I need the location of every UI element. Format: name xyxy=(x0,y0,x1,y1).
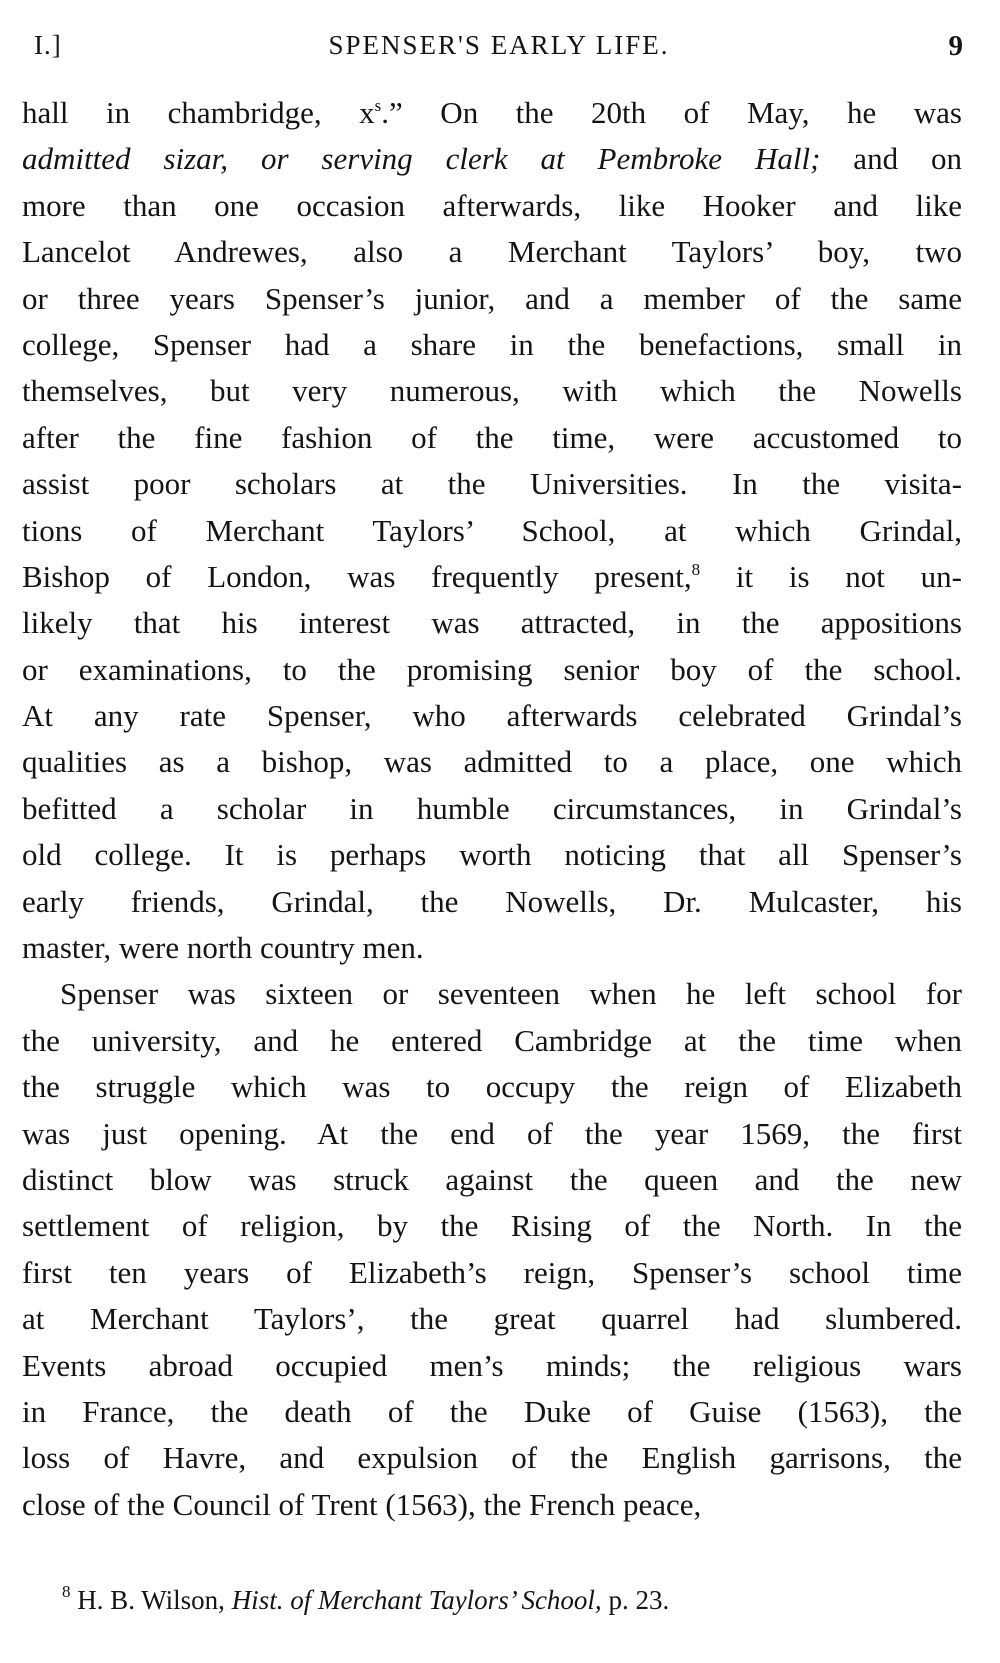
text-run: .” On the 20th of May, he was xyxy=(381,95,962,130)
text-run: it is not un- xyxy=(700,558,962,594)
text-run: and on xyxy=(820,141,962,177)
text-line xyxy=(22,1435,962,1481)
text-line xyxy=(22,739,962,785)
text-line xyxy=(22,600,962,646)
text-line xyxy=(22,136,962,182)
text-line xyxy=(22,1111,962,1157)
text-line xyxy=(22,786,962,832)
text-line xyxy=(22,1389,962,1435)
text-line xyxy=(22,693,962,739)
text-run: themselves, but very numerous, with which the Nowells xyxy=(22,373,962,409)
footnote xyxy=(62,1582,962,1618)
text-line xyxy=(22,554,962,600)
footnote-ref: s xyxy=(374,96,382,115)
text-run: more than one occasion afterwards, like Hooker and like xyxy=(22,187,962,223)
text-run: befitted a scholar in humble circumstances, in Grindal’s xyxy=(22,790,962,826)
text-run: old college. It is perhaps worth noticing that all Spenser’s xyxy=(22,837,962,873)
text-line xyxy=(22,1343,962,1389)
running-header xyxy=(34,30,964,70)
text-line xyxy=(22,879,962,925)
text-run: hall in chambridge, x xyxy=(22,95,375,130)
footnote-ref: 8 xyxy=(62,1582,71,1601)
text-line xyxy=(22,322,962,368)
footnote-ref: 8 xyxy=(691,559,701,579)
text-run: Lancelot Andrewes, also a Merchant Taylors’ boy, two xyxy=(22,234,962,270)
text-run: H. B. Wilson, xyxy=(70,1585,232,1615)
chapter-marker: I.] xyxy=(34,30,62,60)
text-run: likely that his interest was attracted, in the appositions xyxy=(22,605,962,641)
text-run: first ten years of Elizabeth’s reign, Spenser’s school time xyxy=(22,1254,962,1290)
italic-text: admitted sizar, or serving clerk at Pembroke Hall; xyxy=(22,141,821,177)
text-run: close of the Council of Trent (1563), the French peace, xyxy=(22,1486,702,1522)
text-run: qualities as a bishop, was admitted to a place, one which xyxy=(22,744,962,780)
text-line xyxy=(22,1250,962,1296)
text-line xyxy=(22,1018,962,1064)
text-line xyxy=(22,832,962,878)
text-line xyxy=(22,1064,962,1110)
text-line xyxy=(22,1203,962,1249)
text-line xyxy=(22,1157,962,1203)
text-run: at Merchant Taylors’, the great quarrel had slumbered. xyxy=(22,1301,962,1337)
text-line xyxy=(22,276,962,322)
text-run: tions of Merchant Taylors’ School, at which Grindal, xyxy=(22,512,962,548)
text-run: master, were north country men. xyxy=(22,930,424,966)
italic-text: Hist. of Merchant Taylors’ School, xyxy=(231,1585,602,1615)
text-run: Events abroad occupied men’s minds; the religious wars xyxy=(22,1347,962,1383)
text-line xyxy=(22,647,962,693)
text-run: loss of Havre, and expulsion of the English garrisons, the xyxy=(22,1440,962,1476)
running-title: SPENSER'S EARLY LIFE. xyxy=(328,30,670,60)
body-text xyxy=(22,90,962,1528)
text-run: At any rate Spenser, who afterwards celebrated Grindal’s xyxy=(22,698,962,734)
text-line xyxy=(22,90,962,136)
text-run: the struggle which was to occupy the reign of Elizabeth xyxy=(22,1069,962,1105)
text-run: assist poor scholars at the Universities. In the visita- xyxy=(22,466,962,502)
text-line xyxy=(22,183,962,229)
text-run: or examinations, to the promising senior boy of the school. xyxy=(22,651,962,687)
text-line xyxy=(22,415,962,461)
text-run: was just opening. At the end of the year 1569, the first xyxy=(22,1115,962,1151)
text-line xyxy=(22,368,962,414)
text-run: or three years Spenser’s junior, and a member of the same xyxy=(22,280,962,316)
text-run: college, Spenser had a share in the benefactions, small in xyxy=(22,326,962,362)
text-run: p. 23. xyxy=(601,1585,670,1615)
text-run: Spenser was sixteen or seventeen when he left school for xyxy=(60,976,962,1012)
text-line xyxy=(22,925,962,971)
paragraph xyxy=(22,971,962,1528)
text-run: the university, and he entered Cambridge at the time when xyxy=(22,1022,962,1058)
text-line xyxy=(22,1296,962,1342)
paragraph xyxy=(22,90,962,971)
text-run: after the fine fashion of the time, were accustomed to xyxy=(22,419,962,455)
text-run: settlement of religion, by the Rising of the North. In the xyxy=(22,1208,962,1244)
text-run: distinct blow was struck against the queen and the new xyxy=(22,1161,962,1197)
text-line xyxy=(22,1482,962,1528)
text-run: Bishop of London, was frequently present, xyxy=(22,558,692,594)
text-line xyxy=(22,508,962,554)
text-run: early friends, Grindal, the Nowells, Dr. Mulcaster, his xyxy=(22,883,962,919)
text-line xyxy=(22,229,962,275)
text-run: in France, the death of the Duke of Guise (1563), the xyxy=(22,1393,962,1429)
text-line xyxy=(22,971,962,1017)
page-number: 9 xyxy=(948,30,964,62)
text-line xyxy=(22,461,962,507)
